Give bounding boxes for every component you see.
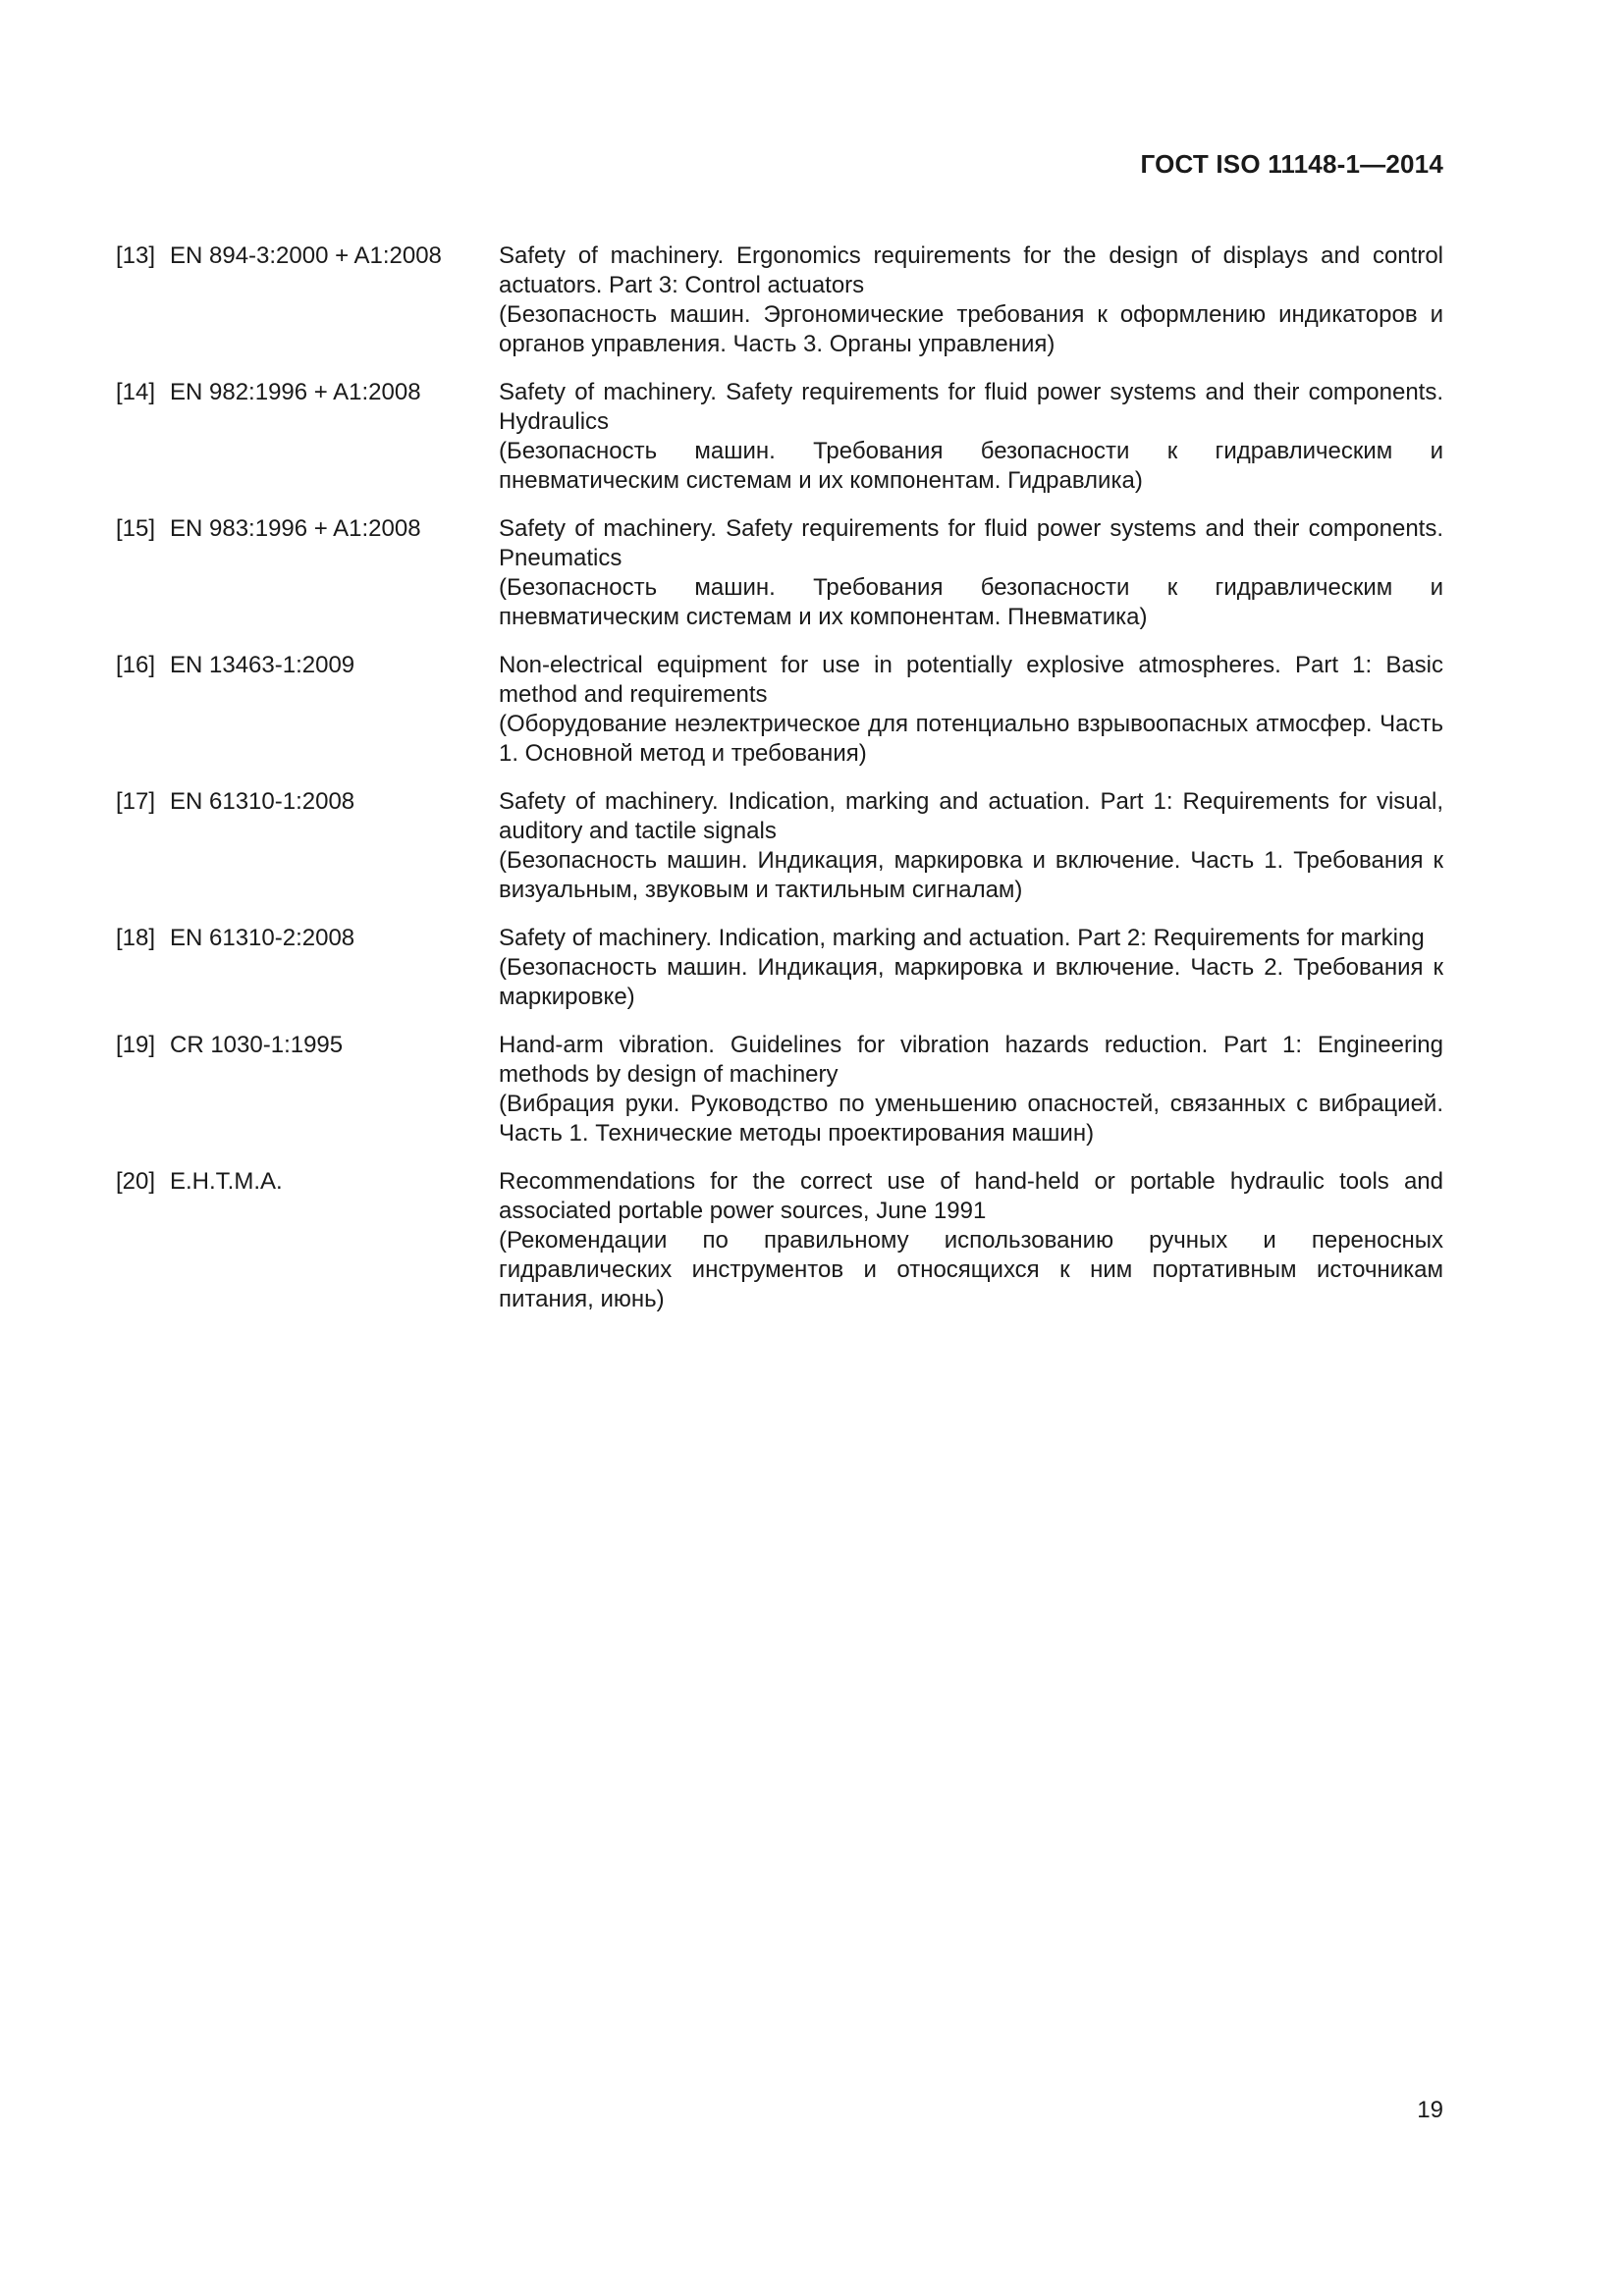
reference-code: EN 61310-1:2008 [170, 788, 355, 815]
reference-title-en: Safety of machinery. Indication, marking and actuation. Part 1: Requirements for visual, auditory and tactile signals [499, 788, 1443, 844]
reference-number: [14] [116, 379, 156, 405]
reference-entry [116, 787, 1443, 905]
reference-code: EN 983:1996 + A1:2008 [170, 515, 421, 542]
reference-code: EN 894-3:2000 + A1:2008 [170, 242, 442, 269]
reference-title-en: Safety of machinery. Indication, marking and actuation. Part 2: Requirements for marking [499, 925, 1425, 951]
reference-number: [13] [116, 242, 156, 269]
reference-title-ru: (Безопасность машин. Индикация, маркировка и включение. Часть 2. Требования к маркировке) [499, 954, 1443, 1010]
reference-entry [116, 514, 1443, 632]
reference-title-ru: (Вибрация руки. Руководство по уменьшению опасностей, связанных с вибрацией. Часть 1. Технические методы проектирования машин) [499, 1091, 1443, 1147]
reference-title-en: Non-electrical equipment for use in potentially explosive atmospheres. Part 1: Basic method and requirements [499, 652, 1443, 708]
reference-title-en: Safety of machinery. Ergonomics requirements for the design of displays and control actuators. Part 3: Control actuators [499, 242, 1443, 298]
reference-title-ru: (Рекомендации по правильному использованию ручных и переносных гидравлических инструментов и относящихся к ним портативным источникам питания, июнь) [499, 1227, 1443, 1312]
bibliography-list [116, 241, 1443, 1333]
reference-number: [17] [116, 788, 156, 815]
reference-title-en: Recommendations for the correct use of hand-held or portable hydraulic tools and associated portable power sources, June 1991 [499, 1168, 1443, 1224]
reference-title-ru: (Оборудование неэлектрическое для потенциально взрывоопасных атмосфер. Часть 1. Основной метод и требования) [499, 711, 1443, 767]
reference-entry [116, 1167, 1443, 1314]
page-number: 19 [1417, 2097, 1443, 2123]
reference-description [499, 514, 1443, 632]
reference-entry [116, 378, 1443, 496]
reference-title-en: Hand-arm vibration. Guidelines for vibration hazards reduction. Part 1: Engineering methods by design of machinery [499, 1032, 1443, 1088]
reference-entry [116, 924, 1443, 1012]
reference-number: [16] [116, 652, 156, 678]
reference-title-ru: (Безопасность машин. Требования безопасности к гидравлическим и пневматическим системам и их компонентам. Пневматика) [499, 574, 1443, 630]
reference-number: [20] [116, 1168, 156, 1195]
reference-description [499, 651, 1443, 769]
reference-title-ru: (Безопасность машин. Эргономические требования к оформлению индикаторов и органов управления. Часть 3. Органы управления) [499, 301, 1443, 357]
reference-entry [116, 651, 1443, 769]
reference-description [499, 787, 1443, 905]
reference-code: EN 982:1996 + A1:2008 [170, 379, 421, 405]
reference-description [499, 378, 1443, 496]
reference-number: [15] [116, 515, 156, 542]
reference-code: EN 61310-2:2008 [170, 925, 355, 951]
reference-entry [116, 241, 1443, 359]
reference-code: CR 1030-1:1995 [170, 1032, 344, 1058]
reference-code: E.H.T.M.A. [170, 1168, 283, 1195]
standard-header: ГОСТ ISO 11148-1—2014 [1140, 149, 1443, 179]
reference-title-ru: (Безопасность машин. Требования безопасности к гидравлическим и пневматическим системам и их компонентам. Гидравлика) [499, 438, 1443, 494]
reference-description [499, 241, 1443, 359]
reference-title-en: Safety of machinery. Safety requirements for fluid power systems and their components. Hydraulics [499, 379, 1443, 435]
reference-code: EN 13463-1:2009 [170, 652, 355, 678]
reference-title-en: Safety of machinery. Safety requirements for fluid power systems and their components. Pneumatics [499, 515, 1443, 571]
reference-title-ru: (Безопасность машин. Индикация, маркировка и включение. Часть 1. Требования к визуальным, звуковым и тактильным сигналам) [499, 847, 1443, 903]
reference-description [499, 1167, 1443, 1314]
reference-description [499, 924, 1443, 1012]
reference-description [499, 1031, 1443, 1148]
reference-entry [116, 1031, 1443, 1148]
reference-number: [19] [116, 1032, 156, 1058]
reference-number: [18] [116, 925, 156, 951]
